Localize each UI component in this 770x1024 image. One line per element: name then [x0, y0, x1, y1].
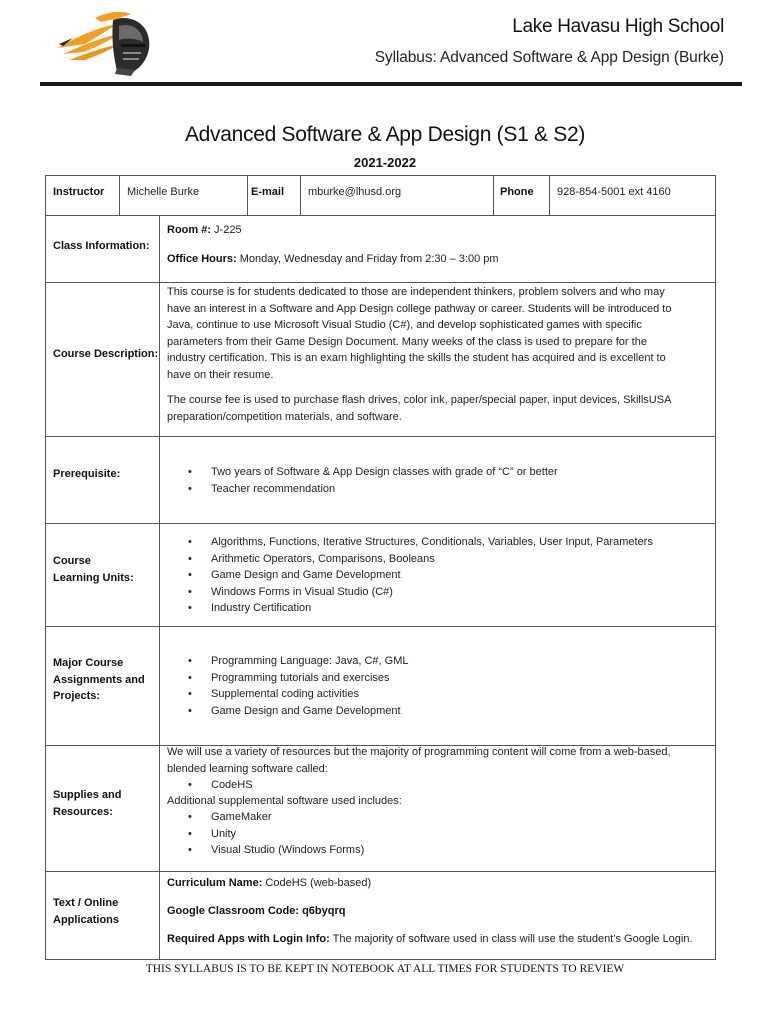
room-line: Room #: J-225 — [167, 224, 242, 236]
supplies-list — [167, 809, 364, 859]
list-item: • Industry Certification — [167, 600, 653, 617]
phone-label: Phone — [500, 186, 534, 198]
phone-value: 928-854-5001 ext 4160 — [557, 186, 671, 198]
class-info-label: Class Information: — [53, 240, 150, 252]
knight-helmet-logo — [55, 8, 155, 78]
course-description-text: This course is for students dedicated to those are independent thinkers, problem solvers and who may have an interest in a Software and App Design college pathway or career. Students will be introduced to Java, continue to use Microsoft Visual Studio (C#), and develop sophisticated games with specific parameters from their Game Design Document. Many weeks of the class is used to prepare for the industry certification. This is an exam highlighting the skills the student has acquired and is excellent to have on their resume. — [167, 286, 672, 381]
list-item: • Two years of Software & App Design classes with grade of “C” or better — [167, 464, 558, 481]
list-item: • Game Design and Game Development — [167, 703, 409, 720]
list-item: • Arithmetic Operators, Comparisons, Booleans — [167, 551, 653, 568]
prerequisite-list — [167, 464, 558, 497]
instructor-name: Michelle Burke — [127, 186, 200, 198]
supplies-primary-list — [167, 777, 253, 794]
office-hours-line: Office Hours: Monday, Wednesday and Friday from 2:30 – 3:00 pm — [167, 253, 499, 265]
list-item: • CodeHS — [167, 777, 253, 794]
learning-units-list — [167, 534, 653, 617]
supplies-text: We will use a variety of resources but the majority of programming content will come from a web-based, blended learning software called: — [167, 746, 671, 775]
assignments-label: Major Course Assignments and Projects: — [53, 657, 145, 702]
header-divider — [40, 82, 742, 86]
assignments-list — [167, 653, 409, 719]
course-description-label: Course Description: — [53, 348, 159, 360]
list-item: • Unity — [167, 826, 364, 843]
syllabus-subtitle: Syllabus: Advanced Software & App Design (Burke) — [374, 49, 724, 66]
list-item: • Visual Studio (Windows Forms) — [167, 842, 364, 859]
school-year: 2021-2022 — [353, 155, 417, 170]
list-item: • Programming Language: Java, C#, GML — [167, 653, 409, 670]
list-item: • Programming tutorials and exercises — [167, 670, 409, 687]
list-item: • Teacher recommendation — [167, 481, 558, 498]
instructor-label: Instructor — [53, 186, 105, 198]
school-name: Lake Havasu High School — [512, 16, 724, 37]
supplies-label: Supplies and Resources: — [53, 789, 122, 818]
list-item: • Game Design and Game Development — [167, 567, 653, 584]
list-item: • GameMaker — [167, 809, 364, 826]
learning-units-label: Course Learning Units: — [53, 555, 134, 584]
course-fee-text: The course fee is used to purchase flash drives, color ink, paper/special paper, input devices, SkillsUSA preparation/competition materials, and software. — [167, 394, 672, 423]
email-label: E-mail — [251, 186, 285, 198]
required-apps-line: Required Apps with Login Info: The majority of software used in class will use the student’s Google Login. — [167, 933, 693, 945]
text-online-label: Text / Online Applications — [53, 897, 120, 926]
email-value[interactable]: mburke@lhusd.org — [308, 186, 402, 198]
curriculum-line: Curriculum Name: CodeHS (web-based) — [167, 877, 372, 889]
syllabus-table — [45, 175, 716, 960]
list-item: • Windows Forms in Visual Studio (C#) — [167, 584, 653, 601]
footer-note: THIS SYLLABUS IS TO BE KEPT IN NOTEBOOK AT ALL TIMES FOR STUDENTS TO REVIEW — [145, 963, 625, 975]
page-title: Advanced Software & App Design (S1 & S2) — [184, 123, 586, 146]
list-item: • Supplemental coding activities — [167, 686, 409, 703]
prerequisite-label: Prerequisite: — [53, 468, 121, 480]
supplies-additional: Additional supplemental software used includes: — [167, 795, 402, 807]
classroom-code-line: Google Classroom Code: q6byqrq — [167, 905, 346, 917]
list-item: • Algorithms, Functions, Iterative Structures, Conditionals, Variables, User Input, Parameters — [167, 534, 653, 551]
